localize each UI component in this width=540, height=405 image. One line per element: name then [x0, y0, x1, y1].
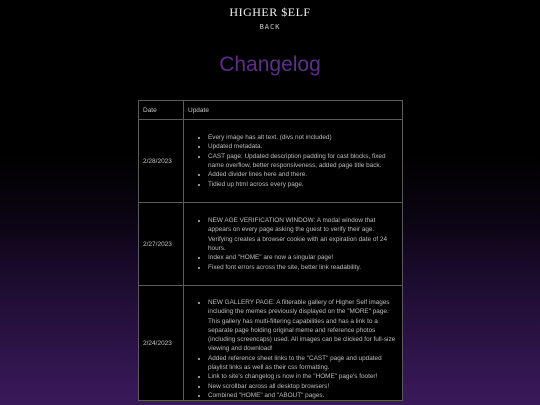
- list-item: • NEW GALLERY PAGE: A filterable gallery of Higher Self images including the memes previously displayed on the "MORE" page. This gallery has multi-filtering capabilities and has a link to a separate page holding original meme and reference photos (including screencaps) used. All images can be clicked for full-size viewing and download!: [208, 298, 396, 354]
- row-date: 2/27/2023: [139, 203, 184, 286]
- update-list: [188, 133, 396, 189]
- site-logo[interactable]: HIGHER $ELF: [229, 5, 311, 19]
- date-column-header: Date: [139, 101, 184, 120]
- row-updates: [184, 286, 403, 401]
- list-item: • Index and "HOME" are now a singular page!: [208, 253, 396, 262]
- list-item: • New scrollbar across all desktop browsers!: [208, 382, 396, 391]
- list-item: • CAST page: Updated description padding for cast blocks, fixed name overflow, better responsiveness, added page title back.: [208, 152, 396, 171]
- table-row: [139, 286, 403, 401]
- update-column-header: Update: [184, 101, 403, 120]
- list-item: • Fixed font errors across the site, better link readability.: [208, 263, 396, 272]
- table-row: [139, 120, 403, 203]
- row-date: 2/28/2023: [139, 120, 184, 203]
- row-date: 2/24/2023: [139, 286, 184, 401]
- changelog-table-container: [138, 100, 403, 401]
- list-item: • Combined "HOME" and "ABOUT" pages.: [208, 391, 396, 400]
- back-link[interactable]: BACK: [259, 23, 281, 31]
- table-row: [139, 203, 403, 286]
- row-updates: [184, 120, 403, 203]
- table-header-row: [139, 101, 403, 120]
- list-item: • Link to site's changelog is now in the "HOME" page's footer!: [208, 372, 396, 381]
- changelog-table: [138, 100, 403, 401]
- list-item: • NEW AGE VERIFICATION WINDOW: A modal window that appears on every page asking the guest to verify their age. Verifying creates a browser cookie with an expiration date of 24 hours.: [208, 216, 396, 253]
- update-list: [188, 216, 396, 272]
- page-title: Changelog: [219, 53, 321, 76]
- list-item: • Updated metadata.: [208, 142, 396, 151]
- list-item: • Every image has alt text. (divs not included): [208, 133, 396, 142]
- list-item: • Added divider lines here and there.: [208, 170, 396, 179]
- list-item: • Added reference sheet links to the "CAST" page and updated playlist links as well as their css formatting.: [208, 354, 396, 373]
- update-list: [188, 298, 396, 400]
- list-item: • Tidied up html across every page.: [208, 180, 396, 189]
- row-updates: [184, 203, 403, 286]
